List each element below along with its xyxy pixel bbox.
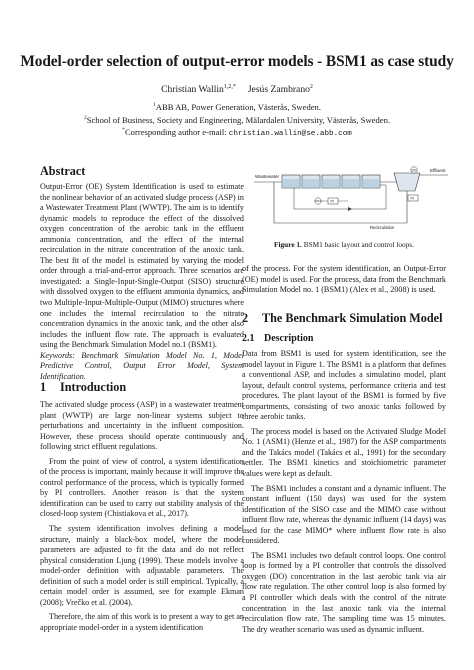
intro-heading: 1 Introduction: [40, 380, 127, 394]
svg-text:PI: PI: [330, 199, 334, 204]
paragraph: The BSM1 includes a constant and a dynamic influent. The constant influent (150 days) was used for the system identification of the SISO case and the MIMO case without influent flow rate, whereas the dynamic influent (14 days) was used for the case MIMO* where influent flow rate is also considered.: [242, 483, 446, 546]
abstract-heading: Abstract: [40, 164, 86, 178]
paper-title: Model-order selection of output-error models - BSM1 as case study: [20, 53, 454, 70]
paragraph: From the point of view of control, a system identification of the process is important, mainly because it will improve the control performance of the process, which is typically formed by PI controllers. Another reason is that the system identification can be used to carry out stability analysis of the closed-loop system (Chistiakova et al., 2017).: [40, 456, 244, 519]
water-level: [282, 179, 380, 188]
intro-body: [40, 400, 244, 633]
author-name: Christian Wallin: [161, 84, 224, 96]
svg-text:PI: PI: [410, 196, 414, 201]
affiliation-line: $^2$School of Business, Society and Engineering, Mälardalen University, Västerås, Sweden.: [83, 114, 391, 125]
description-subheading: 2.1 Description: [242, 333, 314, 344]
tank-row: [282, 175, 380, 188]
paragraph: Therefore, the aim of this work is to present a way to get an appropriate model-order in a system identification: [40, 612, 244, 632]
effluent-label: Effluent: [430, 168, 446, 173]
do-label: DO: [411, 168, 417, 173]
bsm-body: [242, 349, 446, 635]
secondary-settler: [394, 173, 420, 191]
keywords: Keywords: Benchmark Simulation Model No. 1, Model Predictive Control, Output Error Model, System Identification.: [40, 350, 244, 381]
abstract-body: [40, 182, 244, 382]
section-number: 1: [40, 380, 47, 394]
corresponding-author: *Corresponding author e-mail: christian.wallin@se.abb.com: [122, 126, 352, 138]
bsm1-layout-figure: [252, 165, 450, 235]
paragraph: The activated sludge process (ASP) in a wastewater treatment plant (WWTP) are large non-linear systems subject to perturbations and uncertainty in the influent composition. However, these process should operate continuously and following strict effluent regulations.: [40, 400, 244, 452]
recirculation-label: Recirculation: [370, 225, 395, 230]
paragraph: The BSM1 includes two default control loops. One control loop is formed by a PI controller that controls the dissolved oxygen (DO) concentration in the last aerobic tank via air flow rate regulation. The other control loop is also formed by a PI controller which deals with the control of the nitrate concentration in the last anoxic tank via the internal recirculation flow rate. The sampling time was 15 minutes. The dry weather scenario was used as dynamic influent.: [242, 550, 446, 634]
paragraph: Data from BSM1 is used for system identification, see the model layout in Figure 1. The BSM1 is a platform that defines a conventional ASP, and includes a simulatino model, plant layout, default control systems, performance criteria and test procedures. The plant layout of the BSM1 is formed by five compartments, consisting of two anoxic tanks followed by three aerobic tanks.: [242, 349, 446, 422]
abstract-text: Output-Error (OE) System Identification is used to estimate the nonlinear behavior of an activated sludge process (ASP) in a Wastewater Treatment Plant (WWTP). The aim is to identify dynamic models to reproduce the effect of the dissolved oxygen concentration of the aerobic tank in the effluent ammonia concentration, and the effect of the internal recirculation in the nitrate concentration of the anoxic tank. The best fit of the model is estimated by varying the model order through a trial-and-error approach. Three scenarios are investigated: a Single-Input-Single-Output (SISO) structure with dissolved oxygen to the effluent ammonia dynamics, and two Multiple-Input-Multiple-Output (MIMO) structures where one includes the internal recirculation to the nitrate concentration dynamics in the anoxic tank, and the other also includes the influent flow rate. The approach is evaluated using the Benchmark Simulation Model no.1 (BSM1).: [40, 182, 244, 350]
paragraph: The process model is based on the Activated Sludge Model No. 1 (ASM1) (Henze et al., 1987) for the ASP compartments and the Takács model (Takács et al., 1991) for the secondary settler. The BSM1 kinetics and stoichiometric parameter values were kept as default.: [242, 426, 446, 479]
figure-caption: Figure 1. BSM1 basic layout and control loops.: [274, 240, 414, 249]
affiliations: [20, 100, 454, 140]
wastewater-label: Wastewater: [255, 174, 280, 179]
author-line: [20, 81, 454, 96]
pump-icon: [348, 207, 352, 211]
internal-recirculation-line: [294, 185, 386, 209]
bsm-heading: 2 The Benchmark Simulation Model: [242, 311, 443, 325]
paragraph: of the process. For the system identification, an Output-Error (OE) model is used. For the process, data from the Benchmark Simulation Model no. 1 (BSM1) (Alex et al., 2008) is used.: [242, 264, 446, 295]
author-sup: 1,2,*: [223, 84, 236, 90]
no3-label: NO3: [315, 199, 321, 204]
section-number: 2: [242, 311, 249, 325]
author-name: Jesús Zambrano: [247, 84, 310, 96]
paragraph: The system identification involves defining a model structure, mainly a black-box model, where the model parameters are adjusted to fit the data and do not reflect physical consideration Ljung (1999). These models involve a model-order definition with adjustable parameters. The definition of such a model order is still empirical. Typically, a certain model order is assumed, see for example Ekman (2008); Vrečko et al. (2004).: [40, 524, 244, 607]
affiliation-line: $^1$ABB AB, Power Generation, Västerås, Sweden.: [153, 101, 321, 112]
subsection-number: 2.1: [242, 333, 255, 344]
right-col-continuation: [242, 264, 446, 296]
author-sup: 2: [309, 84, 313, 90]
email-link[interactable]: christian.wallin@se.abb.com: [228, 129, 352, 138]
